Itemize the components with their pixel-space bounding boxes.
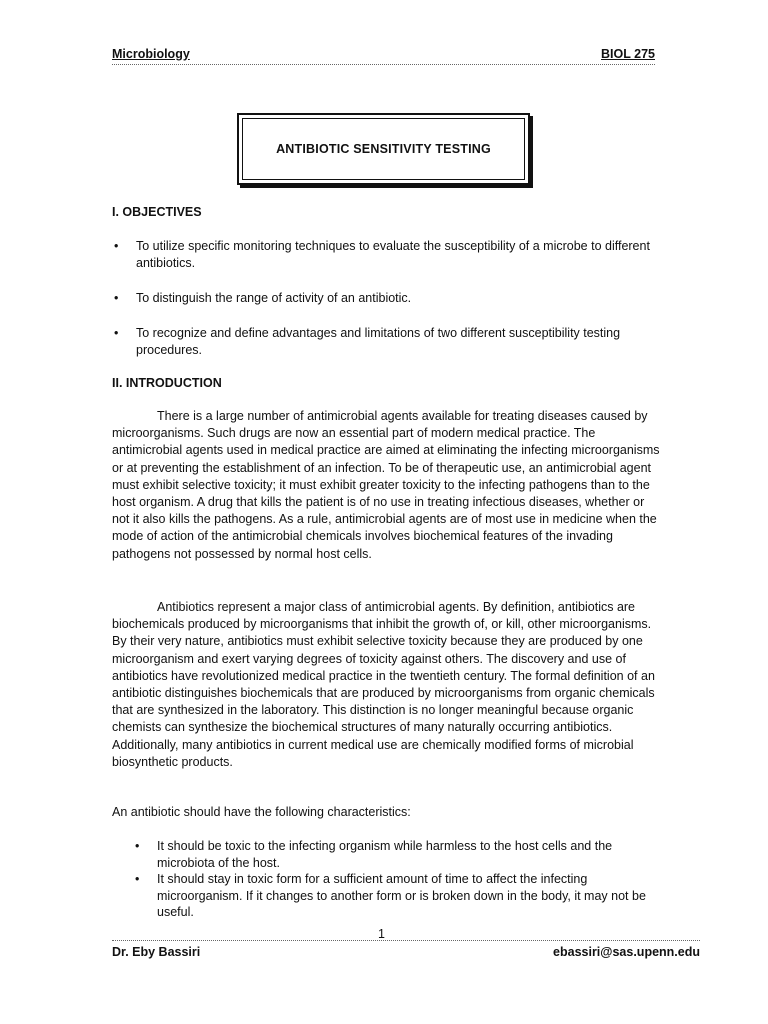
page-footer bbox=[112, 940, 700, 961]
page-header bbox=[112, 46, 655, 65]
page-number: 1 bbox=[378, 927, 385, 941]
document-title: ANTIBIOTIC SENSITIVITY TESTING bbox=[242, 118, 525, 180]
characteristic-text: It should stay in toxic form for a sufficient amount of time to affect the infecting microorganism. If it changes to another form or is broken down in the body, it may not be useful. bbox=[157, 872, 646, 919]
introduction-heading: II. INTRODUCTION bbox=[112, 376, 222, 390]
header-course: Microbiology bbox=[112, 47, 190, 61]
objective-item bbox=[112, 325, 672, 358]
characteristic-item bbox=[135, 838, 655, 871]
objective-text: To recognize and define advantages and limitations of two different susceptibility testing procedures. bbox=[136, 326, 621, 357]
header-course-code: BIOL 275 bbox=[601, 47, 655, 61]
characteristic-text: It should be toxic to the infecting organism while harmless to the host cells and the microbiota of the host. bbox=[157, 839, 613, 870]
bullet: • bbox=[135, 872, 140, 886]
objective-item bbox=[112, 290, 672, 307]
bullet: • bbox=[114, 291, 119, 305]
bullet: • bbox=[135, 839, 140, 853]
footer-email: ebassiri@sas.upenn.edu bbox=[553, 945, 700, 959]
objective-text: To distinguish the range of activity of an antibiotic. bbox=[136, 291, 412, 305]
objective-text: To utilize specific monitoring techniques to evaluate the susceptibility of a microbe to different antibiotics. bbox=[136, 239, 650, 270]
bullet: • bbox=[114, 326, 119, 340]
bullet: • bbox=[114, 239, 119, 253]
title-box bbox=[237, 113, 530, 185]
intro-paragraph-1: There is a large number of antimicrobial agents available for treating diseases caused by microorganisms. Such drugs are now an essential part of modern medical practice. The antimicrobial agents used in medical practice are aimed at eliminating the infecting microorganisms or at preventing the establishment of an infection. To be of therapeutic use, an antimicrobial agent must exhibit selective toxicity; it must exhibit greater toxicity to the infecting pathogens than to the host organism. A drug that kills the patient is of no use in treating infectious diseases, whether or not it also kills the pathogens. As a rule, antimicrobial agents are of most use in medicine when the mode of action of the antimicrobial chemicals involves biochemical features of the invading pathogens not possessed by normal host cells. bbox=[112, 409, 660, 561]
characteristics-intro: An antibiotic should have the following characteristics: bbox=[112, 805, 411, 819]
characteristic-item bbox=[135, 871, 655, 921]
objective-item bbox=[112, 238, 672, 271]
intro-paragraph-2: Antibiotics represent a major class of antimicrobial agents. By definition, antibiotics are biochemicals produced by microorganisms that inhibit the growth of, or kill, other microorganisms. By their very nature, antibiotics must exhibit selective toxicity because they are produced by one microorganism and exert varying degrees of toxicity against others. The discovery and use of antibiotics have revolutionized medical practice in the twentieth century. The formal definition of an antibiotic distinguishes biochemicals that are produced by microorganisms from organic chemicals that are synthesized in the laboratory. This distinction is no longer meaningful because organic chemists can synthesize the biochemical structures of many naturally occurring antibiotics. Additionally, many antibiotics in current medical use are chemically modified forms of microbial biosynthetic products. bbox=[112, 600, 655, 769]
objectives-heading: I. OBJECTIVES bbox=[112, 205, 202, 219]
footer-author: Dr. Eby Bassiri bbox=[112, 945, 201, 959]
